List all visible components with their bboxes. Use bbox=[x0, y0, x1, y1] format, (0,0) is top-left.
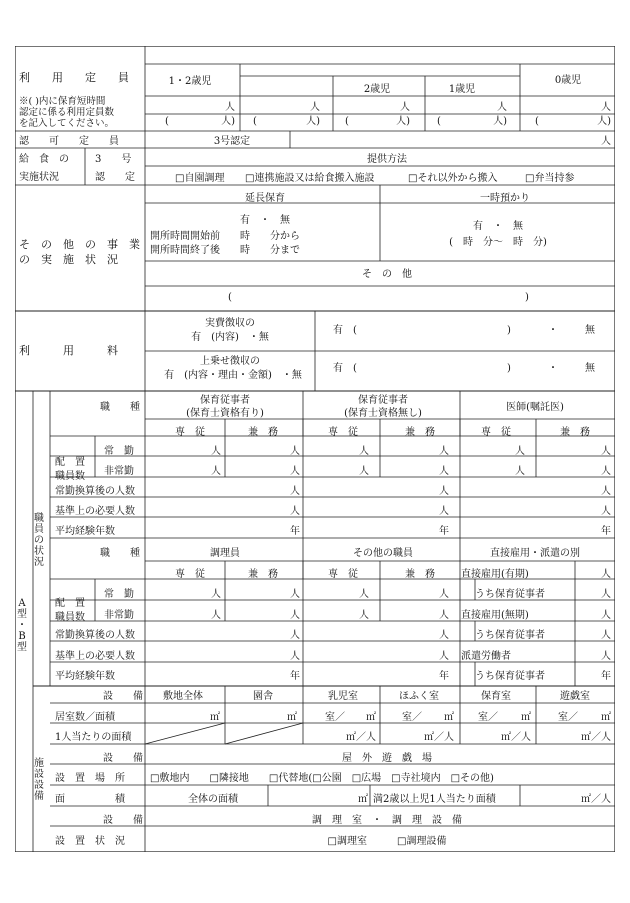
meal-label-2: 実施状況 bbox=[19, 172, 59, 183]
avg-exp-label: 平均経験年数 bbox=[55, 671, 115, 682]
unit-label: 人 bbox=[439, 589, 449, 600]
col-full-time: 専 従 bbox=[481, 427, 511, 438]
capacity-note-2: 認定に係る利用定員数 bbox=[19, 107, 115, 118]
unit-label: 人 bbox=[290, 486, 300, 497]
fee-actual-dot: ・ bbox=[548, 325, 558, 336]
col-full-time: 専 従 bbox=[175, 569, 205, 580]
age-header-2: 2歳児 bbox=[363, 84, 391, 95]
unit-label: ㎡ bbox=[366, 712, 376, 723]
unit-label: 人 bbox=[359, 446, 369, 457]
temporary-time: ( 時 分～ 時 分) bbox=[449, 237, 547, 248]
fee-actual-1: 実費徴収の bbox=[205, 318, 255, 329]
unit-label: 人 bbox=[601, 486, 611, 497]
room-header: 敷地全体 bbox=[163, 691, 203, 702]
unit-label: ㎡／人 bbox=[424, 732, 454, 743]
approved-label: 認 可 定 員 bbox=[19, 136, 119, 147]
unit-label: 人 bbox=[439, 630, 449, 641]
total-area-label: 全体の面積 bbox=[188, 794, 238, 805]
cap-paren-unit: 人) bbox=[221, 116, 235, 127]
extended-after: 開所時間終了後 時 分まで bbox=[150, 245, 300, 256]
employment-direct-indef: 直接雇用(無期) bbox=[461, 610, 529, 621]
meal-cert-1: 3 号 bbox=[95, 154, 132, 165]
unit-label: 人 bbox=[359, 610, 369, 621]
cap-paren: ( bbox=[345, 116, 349, 127]
approved-cert: 3号認定 bbox=[213, 136, 251, 147]
other-paren-close: ) bbox=[525, 292, 529, 303]
placement-label-1: 配 置 bbox=[55, 457, 85, 468]
extended-care-header: 延長保育 bbox=[245, 193, 285, 204]
unit-label: 人 bbox=[290, 589, 300, 600]
cap-unit: 人 bbox=[601, 102, 611, 113]
col-full-time: 専 従 bbox=[328, 569, 358, 580]
unit-label: 人 bbox=[290, 506, 300, 517]
unit-label: ㎡ bbox=[601, 712, 611, 723]
rooms-area-label: 居室数／面積 bbox=[55, 712, 115, 723]
meal-option-4: □弁当持参 bbox=[525, 173, 575, 184]
unit-label: 人 bbox=[601, 589, 611, 600]
col-part-time: 兼 務 bbox=[248, 569, 278, 580]
col-part-time: 兼 務 bbox=[560, 427, 590, 438]
unit-label: 人 bbox=[439, 446, 449, 457]
cap-paren-unit: 人) bbox=[306, 116, 320, 127]
unit-label: 室／ bbox=[325, 712, 345, 723]
unit-label: 人 bbox=[601, 446, 611, 457]
fte-label: 常勤換算後の人数 bbox=[55, 630, 135, 641]
cap-unit: 人 bbox=[310, 102, 320, 113]
meal-option-2: □連携施設又は給食搬入施設 bbox=[245, 173, 375, 184]
cap-paren-unit: 人) bbox=[597, 116, 611, 127]
total-area-unit: ㎡ bbox=[358, 794, 368, 805]
unit-label: 人 bbox=[601, 569, 611, 580]
meal-method-header: 提供方法 bbox=[367, 154, 407, 165]
fee-actual-2: 有 (内容) ・無 bbox=[191, 332, 269, 343]
unit-label: 人 bbox=[515, 446, 525, 457]
unit-label: 人 bbox=[601, 610, 611, 621]
unit-label: 人 bbox=[439, 651, 449, 662]
unit-label: 人 bbox=[290, 446, 300, 457]
staff-job-type: 職 種 bbox=[100, 402, 140, 413]
col-part-time: 兼 務 bbox=[248, 427, 278, 438]
cap-paren-unit: 人) bbox=[396, 116, 410, 127]
extended-yes-no: 有 ・ 無 bbox=[240, 215, 290, 226]
per-person-label: 1人当たりの面積 bbox=[55, 732, 132, 743]
unit-label: 人 bbox=[601, 651, 611, 662]
unit-label: 年 bbox=[601, 671, 611, 682]
non-regular-label: 非常勤 bbox=[104, 610, 134, 621]
cap-paren: ( bbox=[253, 116, 257, 127]
kitchen-header: 調 理 室 ・ 調 理 設 備 bbox=[312, 815, 462, 826]
facility-equipment-label: 設 備 bbox=[103, 753, 143, 764]
cap-paren-unit: 人) bbox=[493, 116, 507, 127]
room-header: 保育室 bbox=[481, 691, 511, 702]
fee-extra-dot: ・ bbox=[548, 363, 558, 374]
employment-of-which: うち保育従事者 bbox=[475, 630, 545, 641]
role-other: その他の職員 bbox=[353, 548, 413, 559]
cap-paren: ( bbox=[437, 116, 441, 127]
fee-extra-yes: 有 ( bbox=[333, 363, 357, 374]
employment-of-which: うち保育従事者 bbox=[475, 671, 545, 682]
fee-extra-1: 上乗せ徴収の bbox=[200, 356, 260, 367]
unit-label: 室／ bbox=[478, 712, 498, 723]
cap-unit: 人 bbox=[400, 102, 410, 113]
unit-label: ㎡ bbox=[287, 712, 297, 723]
unit-label: 室／ bbox=[402, 712, 422, 723]
unit-label: ㎡ bbox=[444, 712, 454, 723]
room-header: 園舎 bbox=[253, 691, 273, 702]
role-employment: 直接雇用・派遣の別 bbox=[490, 548, 580, 559]
playground-header: 屋 外 遊 戯 場 bbox=[342, 753, 432, 764]
grid-line bbox=[225, 723, 303, 744]
unit-label: 年 bbox=[439, 671, 449, 682]
meal-option-1: □自園調理 bbox=[175, 173, 225, 184]
cap-paren: ( bbox=[535, 116, 539, 127]
unit-label: 人 bbox=[439, 486, 449, 497]
fee-actual-close: ) bbox=[507, 325, 511, 336]
age-header-1-2: 1・2歳児 bbox=[168, 76, 212, 87]
employment-direct-fixed: 直接雇用(有期) bbox=[461, 569, 529, 580]
status-label: 設 置 状 況 bbox=[55, 836, 125, 847]
room-header: 遊戯室 bbox=[560, 691, 590, 702]
unit-label: 人 bbox=[211, 610, 221, 621]
age-header-0: 0歳児 bbox=[554, 75, 582, 86]
unit-label: 人 bbox=[290, 630, 300, 641]
age-header-1: 1歳児 bbox=[448, 84, 476, 95]
cap-unit: 人 bbox=[497, 102, 507, 113]
unit-label: 人 bbox=[211, 446, 221, 457]
unit-label: ㎡／人 bbox=[501, 732, 531, 743]
unit-label: 人 bbox=[439, 466, 449, 477]
unit-label: 人 bbox=[290, 466, 300, 477]
col-full-time: 専 従 bbox=[328, 427, 358, 438]
unit-label: 人 bbox=[601, 466, 611, 477]
meal-cert-2: 認 定 bbox=[95, 172, 135, 183]
facility-equipment-label: 設 備 bbox=[103, 691, 143, 702]
unit-label: 人 bbox=[290, 610, 300, 621]
unit-label: 年 bbox=[601, 526, 611, 537]
kitchen-options: □調理室 □調理設備 bbox=[327, 836, 447, 847]
role-doctor: 医師(嘱託医) bbox=[506, 402, 564, 413]
cap-unit: 人 bbox=[225, 102, 235, 113]
capacity-label: 利 用 定 員 bbox=[19, 71, 129, 84]
unit-label: ㎡ bbox=[521, 712, 531, 723]
fte-label: 常勤換算後の人数 bbox=[55, 486, 135, 497]
col-part-time: 兼 務 bbox=[405, 427, 435, 438]
temporary-care-header: 一時預かり bbox=[480, 193, 530, 204]
unit-label: 人 bbox=[601, 630, 611, 641]
grid-line bbox=[145, 723, 225, 744]
placement-label-1: 配 置 bbox=[55, 598, 85, 609]
approved-unit: 人 bbox=[601, 136, 611, 147]
unit-label: 人 bbox=[359, 466, 369, 477]
fee-extra-close: ) bbox=[507, 363, 511, 374]
temporary-yes-no: 有 ・ 無 bbox=[473, 221, 523, 232]
per-child-unit: ㎡／人 bbox=[581, 794, 611, 805]
staff-section-label: 職 員 の 状 況 bbox=[34, 513, 44, 568]
role-unqualified-1: 保育従事者 bbox=[358, 395, 408, 406]
unit-label: ㎡ bbox=[210, 712, 220, 723]
required-label: 基準上の必要人数 bbox=[55, 506, 135, 517]
facility-equipment-label: 設 備 bbox=[103, 815, 143, 826]
unit-label: 人 bbox=[290, 651, 300, 662]
type-label: A 型 ・ B 型 bbox=[17, 598, 27, 653]
unit-label: 年 bbox=[290, 526, 300, 537]
avg-exp-label: 平均経験年数 bbox=[55, 526, 115, 537]
required-label: 基準上の必要人数 bbox=[55, 651, 135, 662]
other-paren-open: ( bbox=[228, 292, 232, 303]
other-business-label-1: そ の 他 の 事 業 bbox=[19, 238, 140, 251]
form-table bbox=[15, 46, 615, 852]
per-child-label: 満2歳以上児1人当たり面積 bbox=[373, 794, 496, 805]
non-regular-label: 非常勤 bbox=[104, 466, 134, 477]
fee-extra-2: 有 (内容・理由・金額) ・無 bbox=[164, 370, 302, 381]
room-header: 乳児室 bbox=[328, 691, 358, 702]
other-business-label-2: の 実 施 状 況 bbox=[19, 253, 118, 266]
unit-label: 年 bbox=[290, 671, 300, 682]
regular-label: 常 勤 bbox=[104, 446, 134, 457]
meal-label-1: 給 食 の bbox=[19, 154, 69, 165]
role-qualified-1: 保育従事者 bbox=[200, 395, 250, 406]
col-part-time: 兼 務 bbox=[405, 569, 435, 580]
placement-label-2: 職員数 bbox=[55, 612, 85, 623]
employment-dispatched: 派遣労働者 bbox=[461, 651, 511, 662]
unit-label: ㎡／人 bbox=[346, 732, 376, 743]
placement-label-2: 職員数 bbox=[55, 471, 85, 482]
location-options: □敷地内 □隣接地 □代替地(□公園 □広場 □寺社境内 □その他) bbox=[150, 773, 494, 784]
role-qualified-2: (保育士資格有り) bbox=[186, 408, 264, 419]
fee-extra-no: 無 bbox=[585, 363, 595, 374]
fee-label: 利 用 料 bbox=[19, 344, 118, 357]
capacity-note-1: ※( )内に保育短時間 bbox=[19, 96, 106, 107]
staff-job-type: 職 種 bbox=[100, 548, 140, 559]
col-full-time: 専 従 bbox=[175, 427, 205, 438]
unit-label: 室／ bbox=[558, 712, 578, 723]
meal-option-3: □それ以外から搬入 bbox=[408, 173, 498, 184]
cap-paren: ( bbox=[165, 116, 169, 127]
capacity-note-3: を記入してください。 bbox=[19, 118, 115, 129]
unit-label: 人 bbox=[211, 589, 221, 600]
location-label: 設 置 場 所 bbox=[55, 773, 125, 784]
fee-actual-yes: 有 ( bbox=[333, 325, 357, 336]
unit-label: 人 bbox=[439, 506, 449, 517]
employment-of-which: うち保育従事者 bbox=[475, 589, 545, 600]
unit-label: 人 bbox=[359, 589, 369, 600]
unit-label: 人 bbox=[211, 466, 221, 477]
unit-label: 年 bbox=[439, 526, 449, 537]
unit-label: ㎡／人 bbox=[581, 732, 611, 743]
unit-label: 人 bbox=[515, 466, 525, 477]
unit-label: 人 bbox=[439, 610, 449, 621]
fee-actual-no: 無 bbox=[585, 325, 595, 336]
room-header: ほふく室 bbox=[399, 691, 439, 702]
unit-label: 人 bbox=[601, 506, 611, 517]
other-header: そ の 他 bbox=[362, 269, 412, 280]
role-cook: 調理員 bbox=[210, 548, 240, 559]
regular-label: 常 勤 bbox=[104, 589, 134, 600]
extended-before: 開所時間開始前 時 分から bbox=[150, 231, 300, 242]
role-unqualified-2: (保育士資格無し) bbox=[344, 408, 422, 419]
facility-section-label: 施 設 設 備 bbox=[34, 758, 44, 802]
area-label: 面 積 bbox=[55, 794, 125, 805]
